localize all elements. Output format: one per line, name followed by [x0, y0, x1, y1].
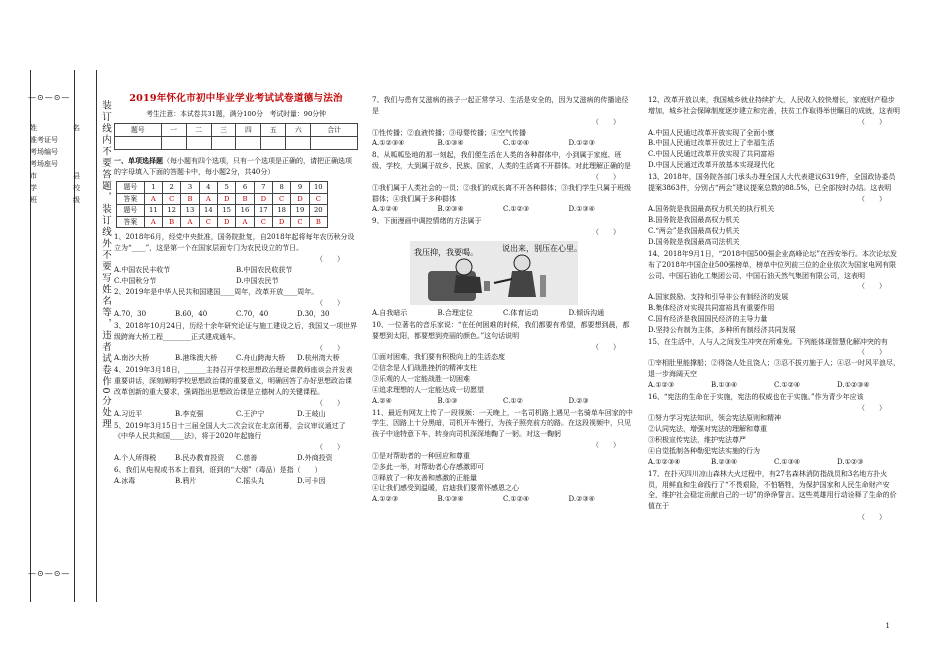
question-stem: 7、我们与患有艾滋病的孩子一起正常学习、生活是安全的，因为艾滋病的传播途径是	[372, 96, 629, 115]
info-field-label: 学	[30, 184, 37, 192]
option: A.国务院是我国最高权力机关的执行机关	[648, 205, 775, 214]
option: C.①②④	[503, 139, 530, 148]
option: A.①②③④	[648, 457, 681, 466]
exam-title: 2019年怀化市初中毕业学业考试试卷道德与法治	[129, 93, 343, 104]
answer-paren: （ ）	[592, 228, 620, 237]
question-number-cell: 11	[144, 205, 162, 217]
info-field-label-right: 名	[73, 124, 80, 132]
score-cell	[211, 137, 236, 150]
statement: ①努力学习宪法知识，领会宪法原则和精神	[648, 414, 781, 423]
statement: ③乐观的人一定能战胜一切困难	[372, 375, 470, 384]
option: B.港珠澳大桥	[175, 354, 218, 363]
question-stem: 2、2019年是中华人民共和国建国____周年，改革开放____周年。	[114, 288, 319, 297]
option: C.国有经济是我国国民经济的主导力量	[648, 314, 768, 323]
column-3	[648, 94, 900, 523]
answer-paren: （ ）	[592, 117, 620, 126]
score-cell	[186, 137, 211, 150]
question-number-cell: 17	[254, 205, 272, 217]
option: A.国家鼓励、支持和引导非公有制经济的发展	[648, 293, 789, 302]
answer-paren: （ ）	[858, 513, 886, 522]
statement: ③释放了一种友善和感激的正能量	[372, 473, 477, 482]
option: A.②④	[372, 396, 392, 405]
answer-cell: C	[291, 216, 309, 228]
statement: ①面对困难，我们要有积极向上的生活态度	[372, 353, 505, 362]
answer-paren: （ ）	[316, 299, 344, 308]
option: A.冰毒	[114, 476, 136, 485]
question	[648, 95, 900, 171]
section-1-title: 一、单项选择题	[114, 156, 163, 166]
row-label: 题号	[117, 205, 145, 217]
page-number: 1	[885, 622, 890, 631]
option: B.①③	[437, 396, 458, 405]
question-number-cell: 7	[254, 182, 272, 194]
score-table-header-row	[115, 124, 358, 137]
question-stem: 15、在生活中，人与人之间发生冲突在所难免。下列能体现智慧化解冲突的有	[648, 337, 888, 346]
info-field-label: 班	[30, 196, 37, 204]
questions-col-1	[114, 232, 358, 486]
cartoon-speech-right: 说出来，别压在心里。	[502, 243, 578, 253]
option: A.个人所得税	[114, 454, 157, 463]
answer-cell: A	[199, 193, 217, 205]
statement: ④追求理想的人一定能达成一切愿望	[372, 385, 484, 394]
answer-num-row	[117, 205, 328, 217]
option: C.①②④	[774, 380, 801, 389]
option: D.①②③④	[837, 380, 870, 389]
options-row	[372, 204, 634, 215]
option: B.李克强	[175, 409, 204, 418]
cartoon-shape	[540, 275, 546, 297]
option: B.①③④	[437, 495, 464, 504]
score-cell	[161, 137, 186, 150]
answer-card-table	[116, 181, 328, 228]
option: B.中国人民通过改革开放过上了幸福生活	[648, 139, 775, 148]
question	[372, 95, 634, 149]
option: D.②③④	[568, 495, 595, 504]
question	[372, 216, 634, 319]
question	[648, 249, 900, 336]
answer-paren: （ ）	[858, 348, 886, 357]
question	[372, 408, 634, 506]
option: A.①②③	[372, 495, 399, 504]
option: D.②③	[568, 396, 589, 405]
options-row	[648, 380, 900, 391]
question-number-cell: 3	[181, 182, 199, 194]
question	[114, 365, 358, 419]
answer-paren: （ ）	[592, 441, 620, 450]
option: D.①②③	[568, 139, 595, 148]
option: C.中国人民通过改革开放实现了共同富裕	[648, 150, 775, 159]
option: A.①②③	[648, 380, 675, 389]
score-header-cell: 三	[211, 124, 236, 137]
option: C.体育运动	[503, 308, 539, 317]
score-table	[114, 123, 358, 150]
option: B.①③④	[711, 380, 738, 389]
info-field-label-right: 校	[73, 184, 80, 192]
question-number-cell: 2	[163, 182, 181, 194]
question	[114, 232, 358, 286]
option: D.坚持公有制为主体，多种所有制经济共同发展	[648, 325, 796, 334]
answer-cell: A	[236, 216, 254, 228]
score-cell	[261, 137, 286, 150]
question-stem: 17、在扑灭四川凉山森林大火过程中，有27名森林消防指战员和3名地方扑火员，用鲜血和生命践行了“不畏艰险，不怕牺牲，为保护国家和人民生命财产安全，维护社会稳定贡献自己的一切”的诤诤誓言。这些英雄用行动诠释了生命的价值在于	[648, 469, 897, 511]
statement: ②认同宪法，增强对宪法的理解和尊重	[648, 425, 767, 434]
option: C.舟山跨海大桥	[236, 354, 286, 363]
score-header-cell: 二	[186, 124, 211, 137]
option: C.70，40	[236, 310, 269, 319]
question-number-cell: 9	[291, 182, 309, 194]
score-header-cell: 五	[261, 124, 286, 137]
statement: ①是对帮助者的一种回应和尊重	[372, 451, 470, 460]
option: D.王岐山	[297, 409, 326, 418]
cartoon-drawing	[410, 241, 578, 305]
option: D.①②③	[837, 457, 864, 466]
option: A.70，30	[114, 310, 147, 319]
option: B.集体经济对实现共同富裕具有重要作用	[648, 304, 775, 313]
answer-paren: （ ）	[858, 403, 886, 412]
statement: ①宰相肚里能撑船；②得饶人处且饶人；③忍不拔刃施于人；④忍一时风平浪尽，退一步海阔天空	[648, 359, 900, 379]
info-field-label-right: 县	[73, 172, 80, 180]
section-1-desc: （每小题有四个选项，只有一个选项是正确的，请把正确选项的字母填入下面的答题卡中，每小题2分，共40分）	[114, 157, 352, 177]
option: A.中国农民丰收节	[114, 265, 171, 274]
option: B.国务院是我国最高权力机关	[648, 216, 740, 225]
cartoon-image	[410, 241, 578, 305]
answer-paren: （ ）	[592, 172, 620, 181]
binding-margin	[0, 0, 110, 672]
info-field	[30, 134, 80, 146]
column-1	[114, 92, 358, 487]
row-label: 题号	[117, 182, 145, 194]
options-row	[114, 309, 358, 320]
margin-top-mark: —⊙—⊙—	[28, 93, 71, 102]
info-field	[30, 158, 80, 170]
column-2	[372, 94, 634, 505]
options-row	[114, 453, 358, 464]
option: B.60，40	[175, 310, 208, 319]
answer-cell: C	[254, 216, 272, 228]
statement: ④让我们感受到温暖，启迪我们要常怀感恩之心	[372, 484, 519, 493]
score-header-cell: 题号	[115, 124, 162, 137]
option: A.南沙大桥	[114, 354, 150, 363]
question-number-cell: 1	[144, 182, 162, 194]
info-field	[30, 182, 80, 194]
question-stem: 14、2018年9月1日，“2018中国500强企业高峰论坛”在西安举行。本次论坛发布了2018年中国企业500强榜单，榜单中位列前三位的企业依次为国家电网有限公司、中国石油化工集团公司、中国石油天然气集团有限公司，这表明	[648, 249, 897, 280]
options-row	[114, 409, 358, 420]
options-row	[114, 476, 358, 487]
answer-cell: C	[309, 193, 327, 205]
info-field	[30, 194, 80, 206]
score-header-cell: 合计	[311, 124, 358, 137]
question	[114, 421, 358, 464]
exam-note: 考生注意：本试卷共31题，满分100分 考试时量：90分钟	[146, 109, 326, 118]
score-cell	[115, 137, 162, 150]
question-stem: 1、2018年6月，经党中央批准，国务院批复，自2018年起将每年农历秋分设立为“____”，这是第一个在国家层面专门为农民设立的节日。	[114, 233, 355, 253]
question-stem: 6、我们从电视或书本上看到，诳到的“大烟”（毒品）是指（ ）	[114, 465, 322, 474]
answer-num-row	[117, 182, 328, 194]
info-field-label-right: 级	[73, 196, 80, 204]
option: D.30，30	[297, 310, 330, 319]
answer-cell: B	[309, 216, 327, 228]
statement: ②多此一举，对帮助者心存感激即可	[372, 462, 484, 471]
question-number-cell: 14	[199, 205, 217, 217]
answer-cell: B	[181, 193, 199, 205]
option: D.可卡因	[297, 476, 326, 485]
info-field	[30, 170, 80, 182]
margin-line-right	[96, 70, 97, 602]
option: B.鸦片	[175, 476, 197, 485]
question-stem: 4、2019年3月18日，______主持召开学校思想政治理论课教师座谈会并发表重要讲话，深刻阐明学校思想政治课的重要意义，明确回答了办好思想政治课改革创新的重大要求，强调指出思想政治课是立德树人的关键课程。	[114, 366, 353, 397]
question-stem: 11、最近有网友上传了一段视频：一天晚上，一名司机路上遇见一名骑单车回家的中学生，因路上十分黑暗，司机开车慢行，为孩子照亮前方的路。在这段视频中，只见孩子中途特意下车，转身向司机深深地鞠了一躬。对这一鞠躬	[372, 408, 633, 439]
info-field	[30, 146, 80, 158]
answer-cell: C	[272, 193, 290, 205]
answer-cell: A	[181, 216, 199, 228]
answer-cell: A	[144, 216, 162, 228]
question-number-cell: 18	[272, 205, 290, 217]
option: C.①②	[503, 396, 523, 405]
question-stem: 12、改革开放以来，我国城乡就业持续扩大，人民收入较快增长，家庭财产稳步增加，城乡社会保障制度逐步建立和完善，扶贫工作取得举世瞩目的成就，这表明	[648, 96, 900, 115]
answer-cell: D	[218, 216, 236, 228]
question-stem: 9、下面漫画中调控情绪的方法属于	[372, 217, 482, 226]
option: B.合理定位	[437, 308, 473, 317]
section-1-heading	[114, 156, 358, 178]
question-number-cell: 12	[163, 205, 181, 217]
info-field-label: 考场编号	[30, 148, 58, 156]
margin-bottom-mark: —⊙—⊙—	[28, 569, 71, 578]
answer-paren: （ ）	[316, 343, 344, 352]
info-field	[30, 122, 80, 134]
statement: ①我们属于人类社会的一员；②我们的成长离不开各种群体；③我们学生只属于班级群体；④我们属于多种群体	[372, 183, 631, 203]
cartoon-shape	[514, 255, 530, 271]
answer-cell: B	[236, 193, 254, 205]
option: C.“两会”是我国最高权力机关	[648, 227, 740, 236]
option: A.中国人民通过改革开放实现了全面小康	[648, 128, 775, 137]
answer-paren: （ ）	[858, 117, 886, 126]
option: D.国务院是我国最高司法机关	[648, 237, 740, 246]
option: B.②③④	[711, 457, 738, 466]
answer-paren: （ ）	[592, 342, 620, 351]
option: B.②③④	[437, 205, 464, 214]
option: A.自我暗示	[372, 308, 408, 317]
info-field-label: 准考证号	[30, 136, 58, 144]
question	[372, 150, 634, 215]
answer-paren: （ ）	[316, 398, 344, 407]
statement: ①性传播；②血液传播；③母婴传播；④空气传播	[372, 128, 526, 137]
cartoon-shape	[508, 271, 536, 297]
cartoon-shape	[484, 281, 490, 291]
question	[648, 172, 900, 248]
option: D.倾诉沟通	[568, 308, 605, 317]
option: C.①②④	[503, 495, 530, 504]
options-row	[372, 494, 634, 505]
question-stem: 16、“宪法的生命在于实施，宪法的权威也在于实施。”作为青少年应该	[648, 392, 864, 401]
question	[114, 465, 358, 487]
question-number-cell: 5	[218, 182, 236, 194]
cartoon-shape	[454, 275, 482, 293]
options-row	[372, 396, 634, 407]
answer-cell: D	[272, 216, 290, 228]
question	[648, 392, 900, 468]
option: C.①②③	[503, 205, 530, 214]
question	[114, 287, 358, 320]
answer-cell: B	[163, 216, 181, 228]
option: D.①③④	[568, 205, 595, 214]
option: C.慈善	[236, 454, 258, 463]
score-header-cell: 四	[236, 124, 261, 137]
cartoon-shape	[456, 259, 472, 275]
option: B.民办教育投资	[175, 454, 225, 463]
question-number-cell: 4	[199, 182, 217, 194]
student-info-fields	[30, 122, 80, 206]
question-stem: 13、2018年，国务院各部门承头办理全国人大代表建议6319件，全国政协委员提案3863件，分别占“两会”建议提案总数的88.5%，已全部按时办结。这表明	[648, 172, 896, 192]
answer-cell: C	[163, 193, 181, 205]
answer-cell: D	[254, 193, 272, 205]
answer-cell: D	[291, 193, 309, 205]
ans-label: 答案	[117, 193, 145, 205]
question-number-cell: 8	[272, 182, 290, 194]
score-table-blank-row	[115, 137, 358, 150]
question-number-cell: 16	[236, 205, 254, 217]
info-field-label: 考场座号	[30, 160, 58, 168]
option: C.中国秋分节	[114, 276, 157, 285]
question-number-cell: 19	[291, 205, 309, 217]
question-number-cell: 10	[309, 182, 327, 194]
score-header-cell: 六	[286, 124, 311, 137]
question-number-cell: 13	[181, 205, 199, 217]
question-stem: 5、2019年3月15日十三届全国人大二次会议在北京闭幕，会议审议通过了《中华人民共和国____法》，将于2020年起施行	[114, 421, 346, 441]
options-row	[372, 308, 634, 319]
questions-col-2	[372, 95, 634, 505]
answer-cell: D	[218, 193, 236, 205]
option: A.①②③④	[372, 139, 405, 148]
question-number-cell: 20	[309, 205, 327, 217]
statement: ②信念是人们战胜挫折的精神支柱	[372, 364, 477, 373]
option: D.外商投资	[297, 454, 333, 463]
answer-row	[117, 216, 328, 228]
statement: ④自觉抵制各种勒犯宪法实施的行为	[648, 447, 760, 455]
option: B.中国农民收获节	[236, 265, 293, 274]
answer-paren: （ ）	[858, 282, 886, 291]
question	[372, 320, 634, 407]
option: D.中国人民通过改革开放基本实现现代化	[648, 161, 775, 170]
question	[114, 321, 358, 364]
option: C.王沪宁	[236, 409, 265, 418]
score-cell	[236, 137, 261, 150]
info-field-label: 姓	[30, 124, 37, 132]
question-number-cell: 6	[236, 182, 254, 194]
option: A.习近平	[114, 409, 143, 418]
option: C.摇头丸	[236, 476, 265, 485]
option: B.①③④	[437, 139, 464, 148]
option: D.中国农民节	[236, 276, 279, 285]
options-row	[372, 138, 634, 149]
answer-cell: C	[199, 216, 217, 228]
options-row	[114, 265, 358, 287]
info-field-label: 市	[30, 172, 37, 180]
answer-paren: （ ）	[858, 194, 886, 203]
cartoon-speech-left: 我压抑，我要喝。	[414, 247, 478, 257]
question-number-cell: 15	[218, 205, 236, 217]
options-row	[114, 353, 358, 364]
option: D.杭州湾大桥	[297, 354, 340, 363]
seal-line-notice: 装订线内不要答题，装订线外不要写姓名等，违者试卷作0分处理	[100, 100, 111, 431]
ans-label: 答案	[117, 216, 145, 228]
questions-col-3	[648, 95, 900, 523]
score-cell	[286, 137, 311, 150]
answer-paren: （ ）	[316, 254, 344, 263]
question-stem: 3、2018年10月24日，历经十余年研究论证与施工建设之后，我国又一项世界级跨海大桥工程________正式建成通车。	[114, 321, 358, 341]
score-header-cell: 一	[161, 124, 186, 137]
option: C.①③④	[774, 457, 801, 466]
options-row	[648, 457, 900, 468]
question-stem: 8、从呱呱坠地的那一刻起，我们便生活在人类的各种群体中，小到属于家庭、班级、学校，大到属于故乡、民族、国家，人类的生活离不开群体。对此理解正确的是	[372, 151, 631, 171]
question	[648, 337, 900, 391]
statement: ③积极宣传宪法，维护宪法尊严	[648, 436, 746, 445]
answer-paren: （ ）	[316, 443, 344, 452]
option: A.①②④	[372, 205, 399, 214]
answer-cell: A	[144, 193, 162, 205]
question-stem: 10、一位著名的音乐家说：“在任何困难的时候，我们都要有希望，都要想到晨，都要想到太阳，都要想到亮丽的颜色。”这句话说明	[372, 320, 630, 340]
question	[648, 469, 900, 523]
answer-row	[117, 193, 328, 205]
score-cell	[311, 137, 358, 150]
